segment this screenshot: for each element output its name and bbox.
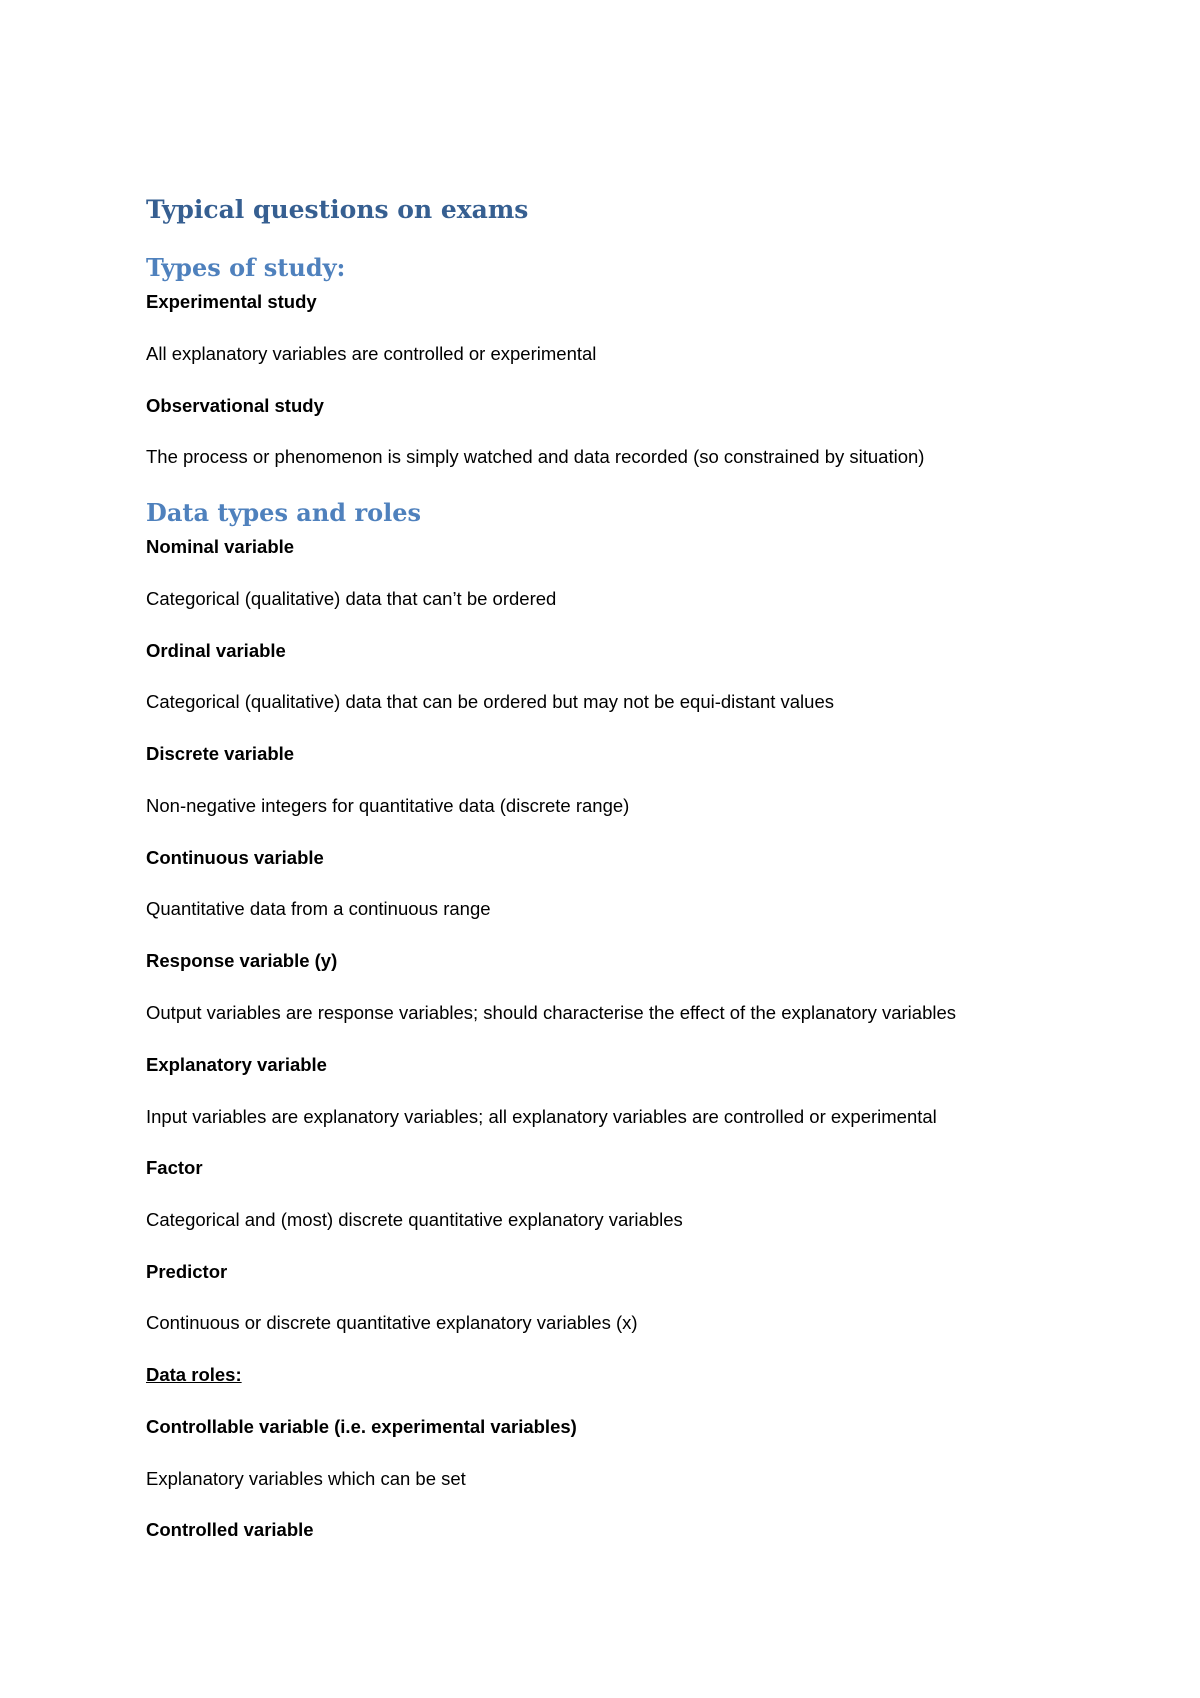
definition-observational-study: The process or phenomenon is simply watched and data recorded (so constrained by situation) [146,446,925,467]
definition-factor: Categorical and (most) discrete quantitative explanatory variables [146,1209,683,1230]
term-factor: Factor [146,1157,203,1178]
definition-discrete-variable: Non-negative integers for quantitative data (discrete range) [146,795,630,816]
term-predictor: Predictor [146,1261,228,1282]
definition-explanatory-variable: Input variables are explanatory variables; all explanatory variables are controlled or experimental [146,1106,937,1127]
term-controlled-variable: Controlled variable [146,1519,314,1540]
term-nominal-variable: Nominal variable [146,536,295,557]
section-heading-data-types-and-roles: Data types and roles [146,498,421,527]
subheading-data-roles: Data roles: [146,1364,242,1385]
page-title: Typical questions on exams [146,195,529,224]
term-controllable-variable: Controllable variable (i.e. experimental variables) [146,1416,577,1437]
term-explanatory-variable: Explanatory variable [146,1054,327,1075]
term-continuous-variable: Continuous variable [146,847,324,868]
definition-controllable-variable: Explanatory variables which can be set [146,1468,466,1489]
definition-predictor: Continuous or discrete quantitative explanatory variables (x) [146,1312,638,1333]
term-ordinal-variable: Ordinal variable [146,640,286,661]
definition-ordinal-variable: Categorical (qualitative) data that can be ordered but may not be equi-distant values [146,691,834,712]
term-observational-study: Observational study [146,395,324,416]
section-heading-types-of-study: Types of study: [146,253,346,282]
definition-response-variable: Output variables are response variables; should characterise the effect of the explanatory variables [146,1002,957,1023]
definition-continuous-variable: Quantitative data from a continuous range [146,898,491,919]
term-experimental-study: Experimental study [146,291,317,312]
term-response-variable: Response variable (y) [146,950,338,971]
definition-experimental-study: All explanatory variables are controlled or experimental [146,343,597,364]
term-discrete-variable: Discrete variable [146,743,295,764]
definition-nominal-variable: Categorical (qualitative) data that can’t be ordered [146,588,557,609]
